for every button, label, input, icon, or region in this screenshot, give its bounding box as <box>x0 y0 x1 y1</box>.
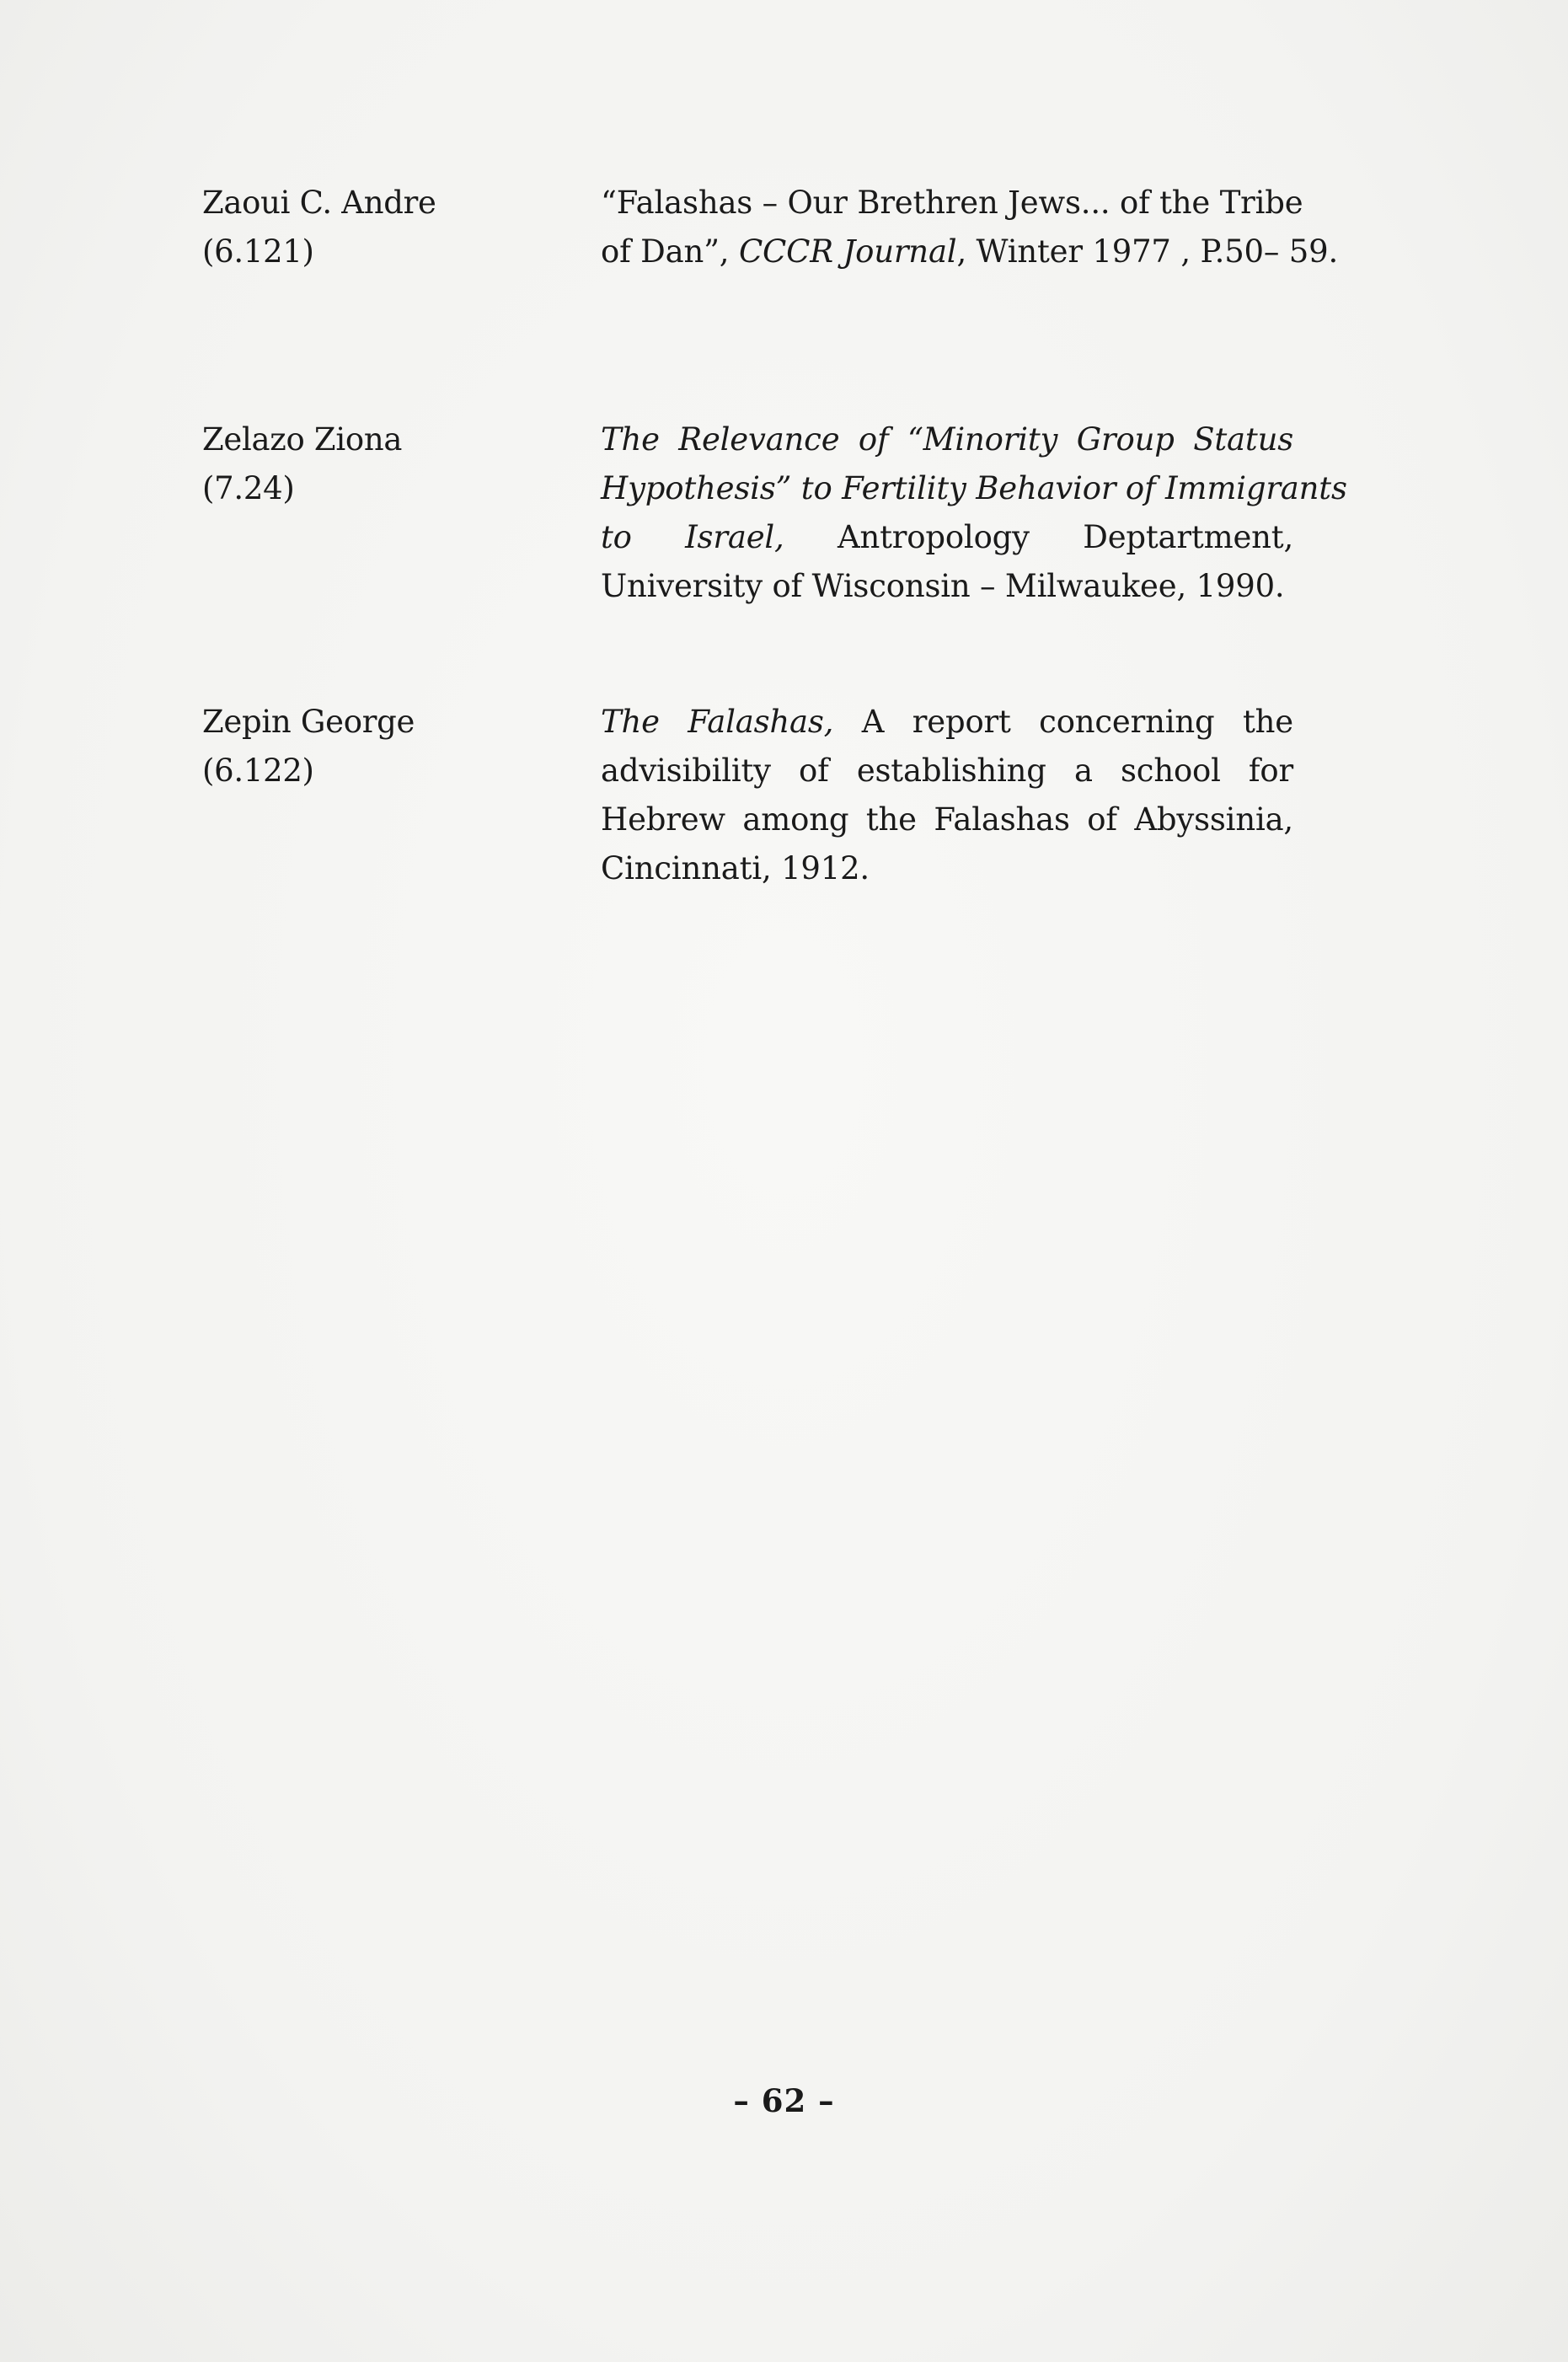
reference-segment: advisibility of establishing a school for <box>601 753 1293 789</box>
reference-segment: Antropology Deptartment, <box>784 519 1294 555</box>
entry-author <box>202 698 556 795</box>
reference-line <box>601 795 1293 844</box>
reference-line <box>601 562 1293 611</box>
reference-line <box>601 698 1293 747</box>
reference-line <box>601 228 1339 276</box>
reference-segment-italic: The Relevance of “Minority Group Status <box>601 421 1293 458</box>
reference-segment: , Winter 1977 , P.50– 59. <box>956 233 1339 270</box>
author-code: (6.122) <box>202 753 314 789</box>
entry-author <box>202 179 556 276</box>
reference-segment: Cincinnati, 1912. <box>601 850 870 886</box>
reference-line <box>601 747 1293 795</box>
reference-line <box>601 415 1293 464</box>
reference-line <box>601 513 1293 562</box>
reference-segment: “Falashas – Our Brethren Jews... of the Tribe <box>601 185 1303 221</box>
reference-line <box>601 179 1303 228</box>
author-name: Zepin George <box>202 704 415 740</box>
reference-segment: University of Wisconsin – Milwaukee, 1990. <box>601 568 1285 604</box>
author-code: (7.24) <box>202 470 295 506</box>
reference-segment: Hebrew among the Falashas of Abyssinia, <box>601 801 1293 838</box>
reference-line <box>601 464 1347 513</box>
reference-segment: A report concerning the <box>833 704 1293 740</box>
reference-segment-italic: The Falashas, <box>601 704 834 740</box>
author-code: (6.121) <box>202 233 314 270</box>
entry-reference <box>601 415 1347 611</box>
reference-segment-italic: CCCR Journal <box>738 233 957 270</box>
reference-segment: of Dan”, <box>601 233 739 270</box>
entry-reference <box>601 698 1293 893</box>
page-number: – 62 – <box>733 2082 835 2119</box>
reference-segment-italic: to Israel, <box>601 519 784 555</box>
author-name: Zelazo Ziona <box>202 421 403 458</box>
author-name: Zaoui C. Andre <box>202 185 436 221</box>
reference-line <box>601 844 1293 893</box>
reference-segment-italic: Hypothesis” to Fertility Behavior of Immigrants <box>601 470 1347 506</box>
entry-author <box>202 415 556 513</box>
entry-reference <box>601 179 1339 276</box>
